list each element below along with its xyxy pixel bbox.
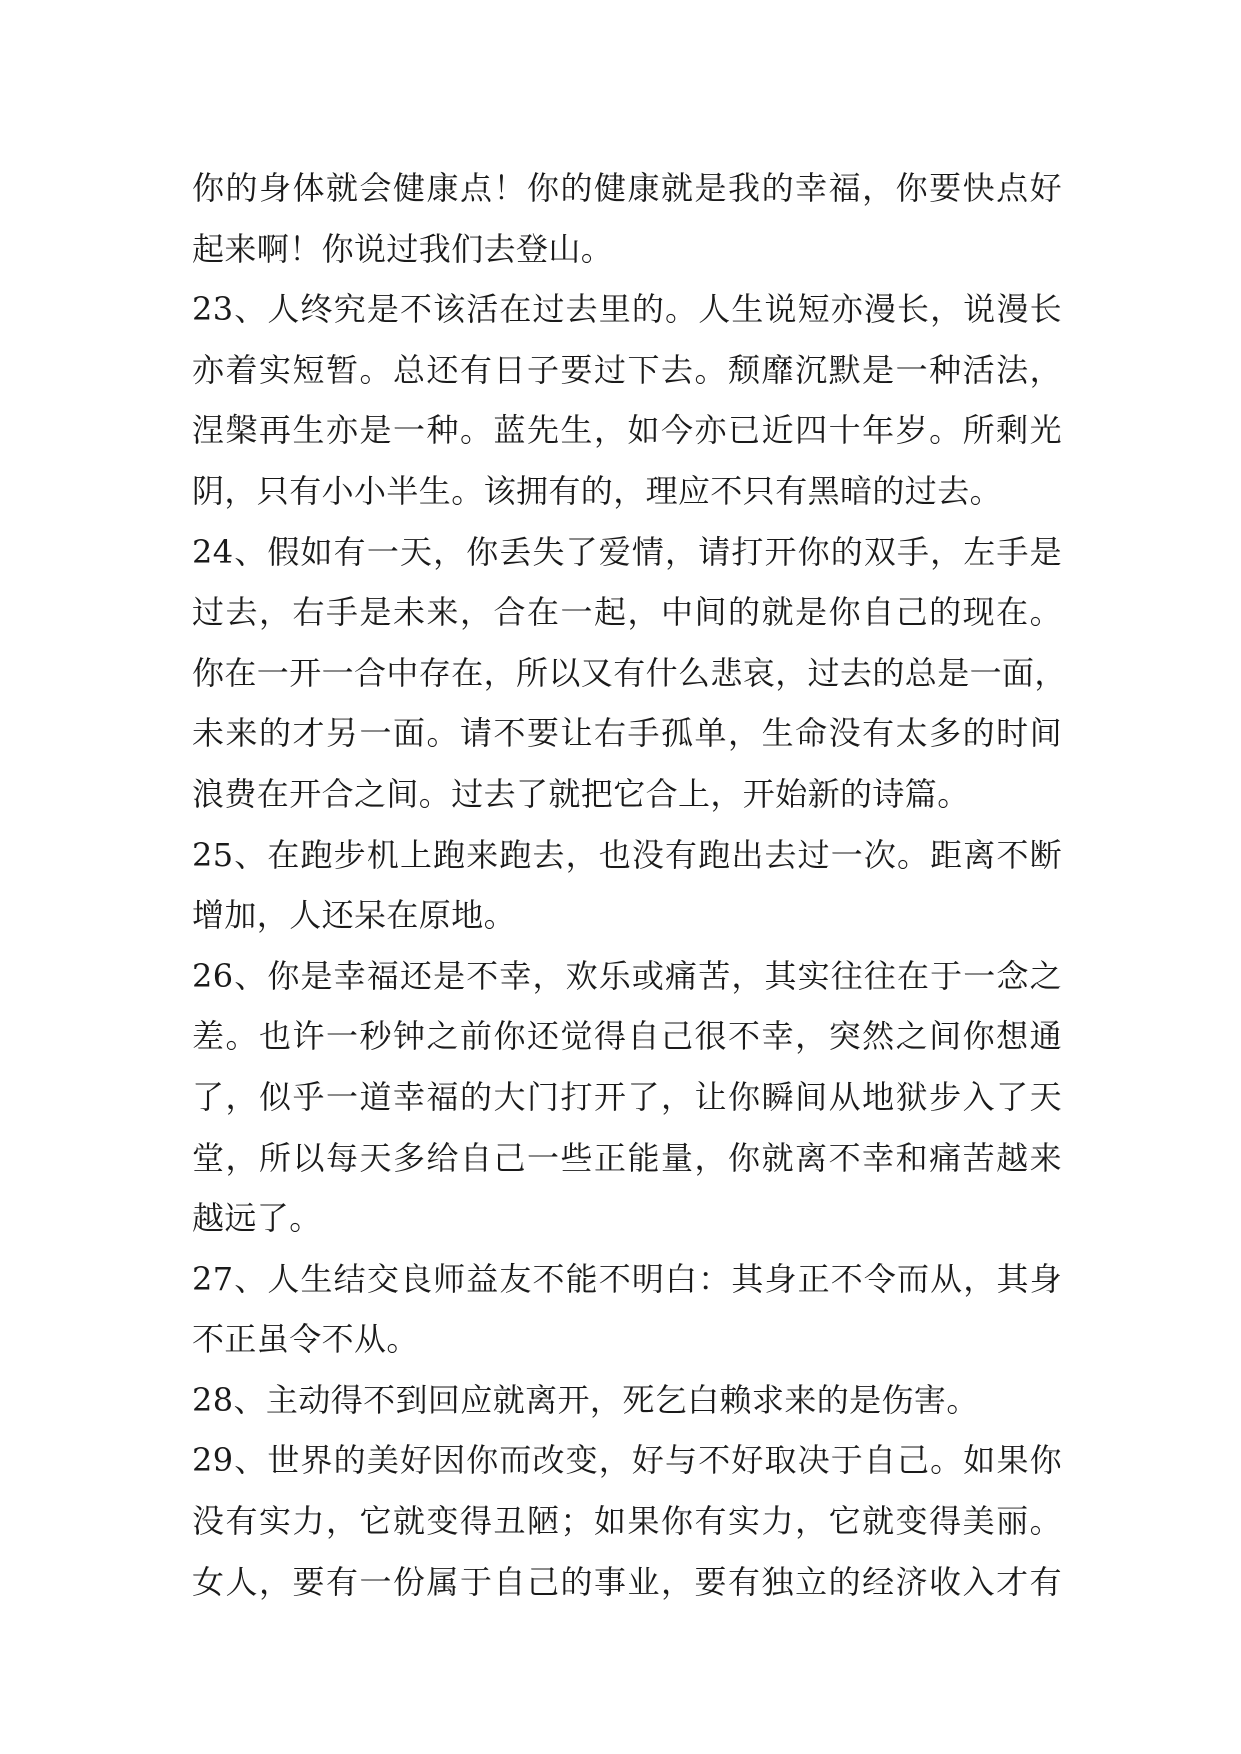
text-line: 起来啊！你说过我们去登山。 (192, 229, 614, 268)
text-line: 25、在跑步机上跑来跑去，也没有跑出去过一次。距离不断 (192, 835, 1062, 874)
text-line: 差。也许一秒钟之前你还觉得自己很不幸，突然之间你想通 (192, 1017, 1062, 1056)
text-line: 27、人生结交良师益友不能不明白：其身正不令而从，其身 (192, 1259, 1062, 1298)
text-line: 你的身体就会健康点！你的健康就是我的幸福，你要快点好 (192, 169, 1062, 207)
text-line: 越远了。 (192, 1199, 322, 1238)
text-line: 你在一开一合中存在，所以又有什么悲哀，过去的总是一面， (192, 653, 1067, 692)
text-line: 女人，要有一份属于自己的事业，要有独立的经济收入才有 (192, 1562, 1062, 1601)
text-line: 24、假如有一天，你丢失了爱情，请打开你的双手，左手是 (192, 532, 1062, 571)
text-line: 28、主动得不到回应就离开，死乞白赖求来的是伤害。 (192, 1380, 979, 1419)
document-body (192, 158, 1067, 1612)
text-line: 涅槃再生亦是一种。蓝先生，如今亦已近四十年岁。所剩光 (192, 411, 1062, 450)
text-line: 23、人终究是不该活在过去里的。人生说短亦漫长，说漫长 (192, 290, 1062, 329)
text-line: 29、世界的美好因你而改变，好与不好取决于自己。如果你 (192, 1441, 1062, 1480)
text-line: 增加，人还呆在原地。 (192, 896, 517, 935)
text-line: 26、你是幸福还是不幸，欢乐或痛苦，其实往往在于一念之 (192, 956, 1062, 995)
text-line: 阴，只有小小半生。该拥有的，理应不只有黑暗的过去。 (192, 471, 1003, 510)
text-line: 浪费在开合之间。过去了就把它合上，开始新的诗篇。 (192, 774, 970, 813)
text-line: 过去，右手是未来，合在一起，中间的就是你自己的现在。 (192, 593, 1062, 632)
text-line: 没有实力，它就变得丑陋；如果你有实力，它就变得美丽。 (192, 1502, 1062, 1541)
text-line: 堂，所以每天多给自己一些正能量，你就离不幸和痛苦越来 (192, 1138, 1062, 1177)
text-line: 不正虽令不从。 (192, 1320, 419, 1359)
text-line: 亦着实短暂。总还有日子要过下去。颓靡沉默是一种活法， (192, 350, 1062, 389)
text-line: 未来的才另一面。请不要让右手孤单，生命没有太多的时间 (192, 714, 1062, 753)
text-line: 了，似乎一道幸福的大门打开了，让你瞬间从地狱步入了天 (192, 1077, 1062, 1116)
